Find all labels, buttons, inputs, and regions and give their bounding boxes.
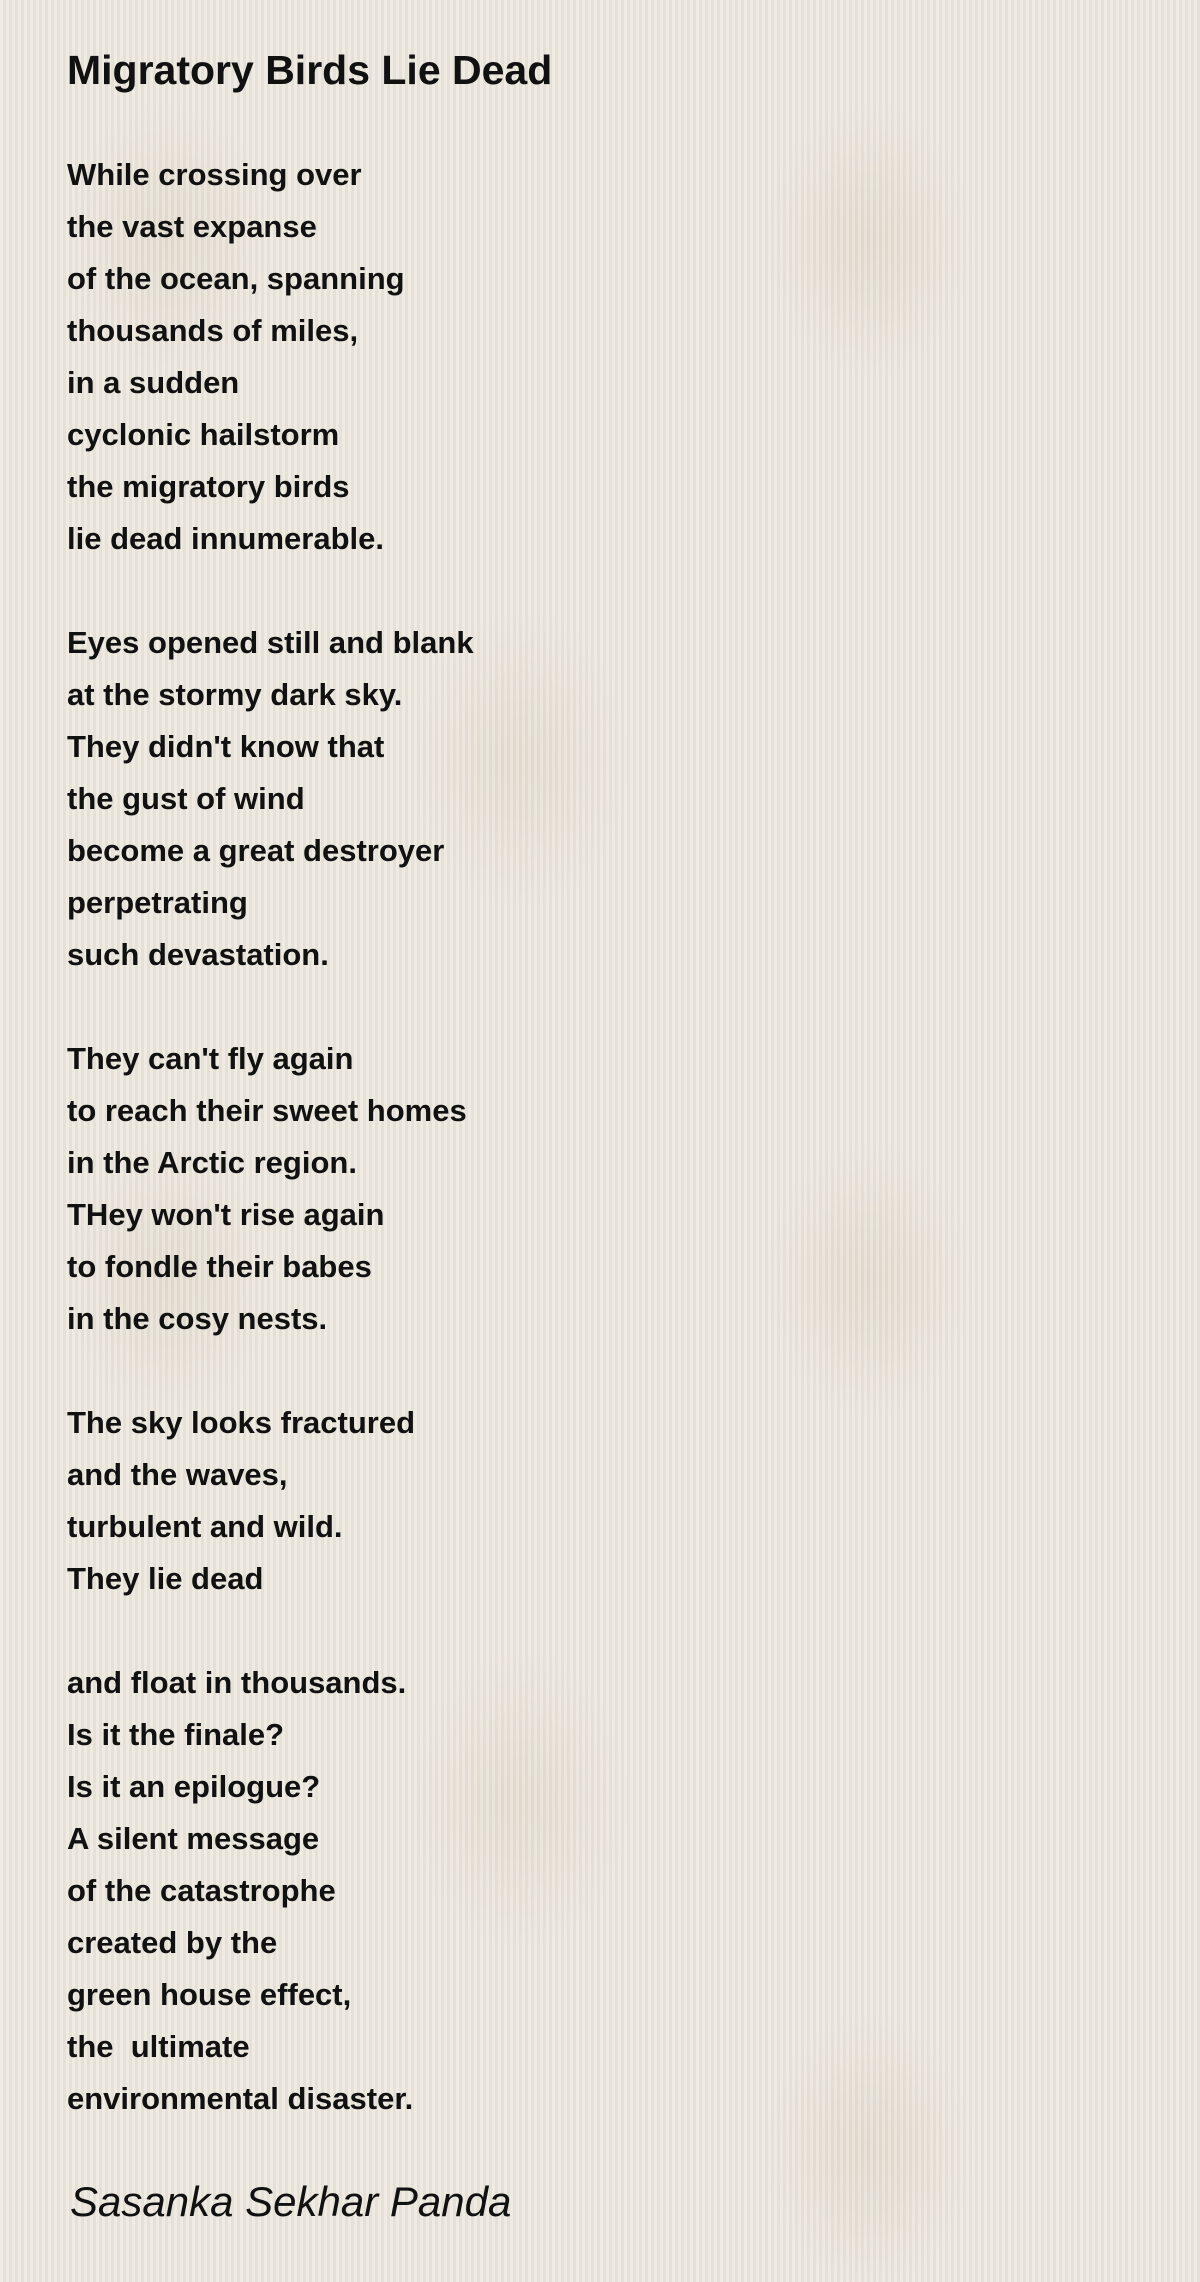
poem-line: at the stormy dark sky. <box>67 677 403 712</box>
poem-line: the ultimate <box>67 2029 250 2064</box>
poem-line: THey won't rise again <box>67 1197 385 1232</box>
poem-line: They didn't know that <box>67 729 385 764</box>
poem-title: Migratory Birds Lie Dead <box>67 47 553 93</box>
stanza-break <box>67 565 1127 617</box>
stanza <box>67 1397 1127 1605</box>
poem-line: the gust of wind <box>67 781 305 816</box>
poem-line: of the catastrophe <box>67 1873 336 1908</box>
poem-line: lie dead innumerable. <box>67 521 384 556</box>
stanza <box>67 1033 1127 1345</box>
poem-line: perpetrating <box>67 885 248 920</box>
poem-line: in the Arctic region. <box>67 1145 357 1180</box>
poem-line: in the cosy nests. <box>67 1301 328 1336</box>
stanza-break <box>67 1605 1127 1657</box>
poem-line: to reach their sweet homes <box>67 1093 467 1128</box>
poem-line: the vast expanse <box>67 209 317 244</box>
poem-line: to fondle their babes <box>67 1249 372 1284</box>
poem-line: such devastation. <box>67 937 329 972</box>
poem-line: environmental disaster. <box>67 2081 414 2116</box>
stanza <box>67 617 1127 981</box>
poem-line: of the ocean, spanning <box>67 261 405 296</box>
poem-line: cyclonic hailstorm <box>67 417 340 452</box>
poem-author: Sasanka Sekhar Panda <box>70 2178 512 2225</box>
poem-line: and float in thousands. <box>67 1665 407 1700</box>
poem-line: in a sudden <box>67 365 240 400</box>
poem-line: created by the <box>67 1925 278 1960</box>
poem-line: They can't fly again <box>67 1041 354 1076</box>
poem-line: A silent message <box>67 1821 320 1856</box>
stanza-break <box>67 1345 1127 1397</box>
poem-line: green house effect, <box>67 1977 352 2012</box>
poem-line: the migratory birds <box>67 469 350 504</box>
stanza <box>67 1657 1127 2125</box>
poem-line: Is it the finale? <box>67 1717 285 1752</box>
poem-line: The sky looks fractured <box>67 1405 416 1440</box>
poem-line: thousands of miles, <box>67 313 359 348</box>
poem-line: and the waves, <box>67 1457 288 1492</box>
poem-line: Is it an epilogue? <box>67 1769 321 1804</box>
poem-line: Eyes opened still and blank <box>67 625 474 660</box>
poem-line: They lie dead <box>67 1561 264 1596</box>
poem-body <box>67 149 1127 2125</box>
poem-line: become a great destroyer <box>67 833 445 868</box>
stanza-break <box>67 981 1127 1033</box>
stanza <box>67 149 1127 565</box>
poem-line: turbulent and wild. <box>67 1509 343 1544</box>
poem-line: While crossing over <box>67 157 362 192</box>
